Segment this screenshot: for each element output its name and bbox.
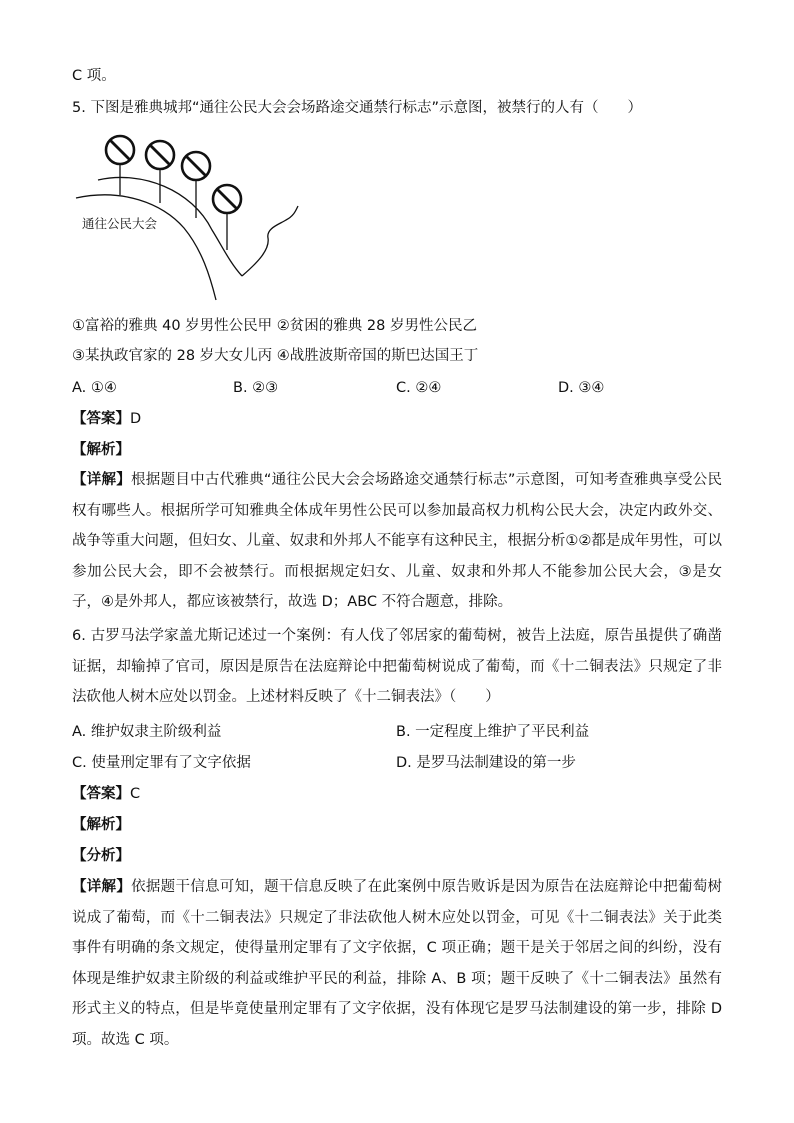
question-5-option-a: A. ①④: [72, 380, 117, 396]
no-entry-sign-icon-3: [182, 152, 210, 180]
question-6-option-a: A. 维护奴隶主阶级利益: [72, 724, 222, 740]
question-6-fenxi-tag: 【分析】: [72, 848, 130, 864]
detail-tag: 【详解】: [72, 472, 132, 488]
road-lower-edge: [76, 195, 216, 300]
no-entry-signs-figure: [72, 128, 302, 306]
question-5-items-2: ③某执政官家的 28 岁大女儿丙 ④战胜波斯帝国的斯巴达国王丁: [72, 348, 479, 364]
question-5-option-c: C. ②④: [396, 380, 442, 396]
answer-value: D: [130, 411, 142, 427]
question-6-option-c: C. 使量刑定罪有了文字依据: [72, 755, 251, 771]
previous-answer-fragment: C 项。: [72, 68, 116, 84]
question-6-option-b: B. 一定程度上维护了平民利益: [396, 724, 590, 740]
question-5-detail: [72, 465, 722, 618]
no-entry-sign-icon-4: [213, 185, 241, 213]
question-6-option-d: D. 是罗马法制建设的第一步: [396, 755, 576, 771]
answer-value: C: [130, 786, 141, 802]
question-5-analysis-tag: 【解析】: [72, 442, 130, 458]
detail-text: 根据题目中古代雅典“通往公民大会会场路途交通禁行标志”示意图，可知考查雅典享受公民权有哪些人。根据所学可知雅典全体成年男性公民可以参加最高权力机构公民大会，决定内政外交、战争等重大问题，但妇女、儿童、奴隶和外邦人不能享有这种民主，根据分析①②都是成年男性，可以参加公民大会，即不会被禁行。而根据规定妇女、儿童、奴隶和外邦人不能参加公民大会，③是女子，④是外邦人，都应该被禁行，故选 D；ABC 不符合题意，排除。: [72, 472, 722, 610]
question-5-option-d: D. ③④: [558, 380, 605, 396]
figure-label: 通往公民大会: [82, 216, 158, 231]
question-5-stem: 5. 下图是雅典城邦“通往公民大会会场路途交通禁行标志”示意图，被禁行的人有（ ）: [72, 100, 642, 116]
question-6-analysis-tag: 【解析】: [72, 817, 130, 833]
question-6-answer: [72, 784, 140, 804]
question-5-answer: [72, 409, 141, 429]
no-entry-sign-icon-1: [106, 136, 134, 164]
question-5-items-1: ①富裕的雅典 40 岁男性公民甲 ②贫困的雅典 28 岁男性公民乙: [72, 318, 477, 334]
river-bank: [242, 206, 298, 276]
question-5-option-b: B. ②③: [233, 380, 279, 396]
detail-tag: 【详解】: [72, 879, 132, 895]
detail-text: 依据题干信息可知，题干信息反映了在此案例中原告败诉是因为原告在法庭辩论中把葡萄树说成了葡萄，而《十二铜表法》只规定了非法砍他人树木应处以罚金，可见《十二铜表法》关于此类事件有明确的条文规定，使得量刑定罪有了文字依据，C 项正确；题干是关于邻居之间的纠纷，没有体现是维护奴隶主阶级的利益或维护平民的利益，排除 A、B 项；题干反映了《十二铜表法》虽然有形式主义的特点，但是毕竟使量刑定罪有了文字依据，没有体现它是罗马法制建设的第一步，排除 D 项。故选 C 项。: [72, 879, 723, 1048]
no-entry-sign-icon-2: [146, 141, 174, 169]
question-6-stem: 6. 古罗马法学家盖尤斯记述过一个案例：有人伐了邻居家的葡萄树，被告上法庭，原告虽提供了确凿证据，却输掉了官司，原因是原告在法庭辩论中把葡萄树说成了葡萄，而《十二铜表法》只规定了非法砍他人树木应处以罚金。上述材料反映了《十二铜表法》（ ）: [72, 628, 722, 705]
answer-tag: 【答案】: [72, 786, 130, 802]
answer-tag: 【答案】: [72, 411, 130, 427]
question-6-detail: [72, 872, 722, 1055]
